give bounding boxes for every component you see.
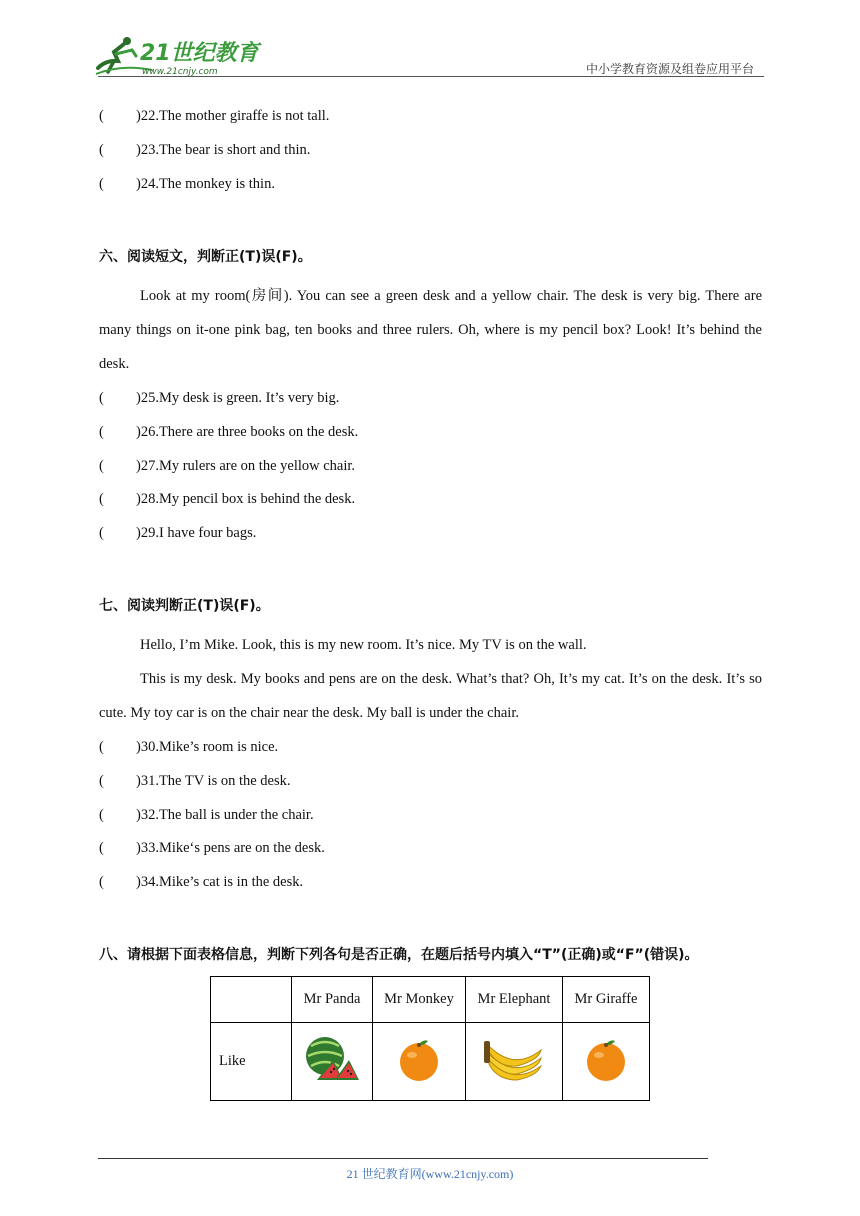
answer-paren: ( [99,390,104,406]
question-text: )30.Mike’s room is nice. [136,739,279,755]
question-text: )23.The bear is short and thin. [136,142,311,158]
question-text: )31.The TV is on the desk. [136,773,291,789]
logo-url: www.21cnjy.com [142,67,218,77]
question-26 [99,423,358,441]
answer-paren: ( [99,840,104,856]
question-text: )26.There are three books on the desk. [136,424,359,440]
section-8-title: 八、请根据下面表格信息，判断下列各句是否正确，在题后括号内填入“T”(正确)或“F”(错误)。 [99,947,699,963]
question-text: )24.The monkey is thin. [136,176,275,192]
header-divider [98,76,764,77]
question-text: )28.My pencil box is behind the desk. [136,491,356,507]
logo-21cnjy [92,34,262,78]
table-cell [292,1023,373,1101]
answer-paren: ( [99,874,104,890]
answer-paren: ( [99,108,104,124]
answer-paren: ( [99,807,104,823]
footer-text: 21 世纪教育网(www.21cnjy.com) [346,1167,514,1181]
question-text: )29.I have four bags. [136,525,257,541]
question-25 [99,389,339,407]
watermelon-icon [303,1034,361,1084]
banana-icon [483,1036,545,1082]
question-22 [99,107,329,125]
row-label-like: Like [211,1023,292,1101]
answer-paren: ( [99,424,104,440]
question-text: )25.My desk is green. It’s very big. [136,390,340,406]
answer-paren: ( [99,458,104,474]
question-text: )34.Mike’s cat is in the desk. [136,874,304,890]
section-7-passage-1: Hello, I’m Mike. Look, this is my new room. It’s nice. My TV is on the wall. [140,637,587,653]
table-header-cell [211,977,292,1023]
table-header-row [211,977,650,1023]
logo-title: 21世纪教育 [140,41,259,66]
question-34 [99,873,303,891]
table-cell [373,1023,466,1101]
question-31 [99,772,291,790]
orange-icon [583,1036,629,1082]
table-row [211,1023,650,1101]
question-text: )22.The mother giraffe is not tall. [136,108,330,124]
answer-paren: ( [99,525,104,541]
section-7-passage-2: This is my desk. My books and pens are on the desk. What’s that? Oh, It’s my cat. It’s on the desk. It’s so cute. My toy car is on the chair near the desk. My ball is under the chair. [99,671,762,721]
answer-paren: ( [99,739,104,755]
section-6-title: 六、阅读短文，判断正(T)误(F)。 [99,249,312,265]
platform-name: 中小学教育资源及组卷应用平台 [585,62,754,76]
table-cell [466,1023,563,1101]
answer-paren: ( [99,491,104,507]
answer-paren: ( [99,142,104,158]
answer-paren: ( [99,773,104,789]
question-32 [99,806,314,824]
footer-divider [98,1158,708,1159]
question-23 [99,141,310,159]
section-7-title: 七、阅读判断正(T)误(F)。 [99,598,270,614]
orange-icon [396,1036,442,1082]
likes-table [210,976,650,1101]
section-6-passage: Look at my room(房间). You can see a green desk and a yellow chair. The desk is very big. There are many things on it-one pink bag, ten books and three rulers. Oh, where is my pencil box? Look! It’s behind the desk. [99,288,762,372]
question-text: )27.My rulers are on the yellow chair. [136,458,356,474]
table-header-cell: Mr Giraffe [563,977,650,1023]
table-header-cell: Mr Monkey [373,977,466,1023]
question-28 [99,490,355,508]
question-33 [99,839,325,857]
question-27 [99,457,355,475]
table-cell [563,1023,650,1101]
question-24 [99,175,275,193]
table-header-cell: Mr Panda [292,977,373,1023]
answer-paren: ( [99,176,104,192]
question-30 [99,738,278,756]
question-29 [99,524,256,542]
question-text: )33.Mike‘s pens are on the desk. [136,840,325,856]
table-header-cell: Mr Elephant [466,977,563,1023]
page-header [0,0,860,80]
question-text: )32.The ball is under the chair. [136,807,314,823]
